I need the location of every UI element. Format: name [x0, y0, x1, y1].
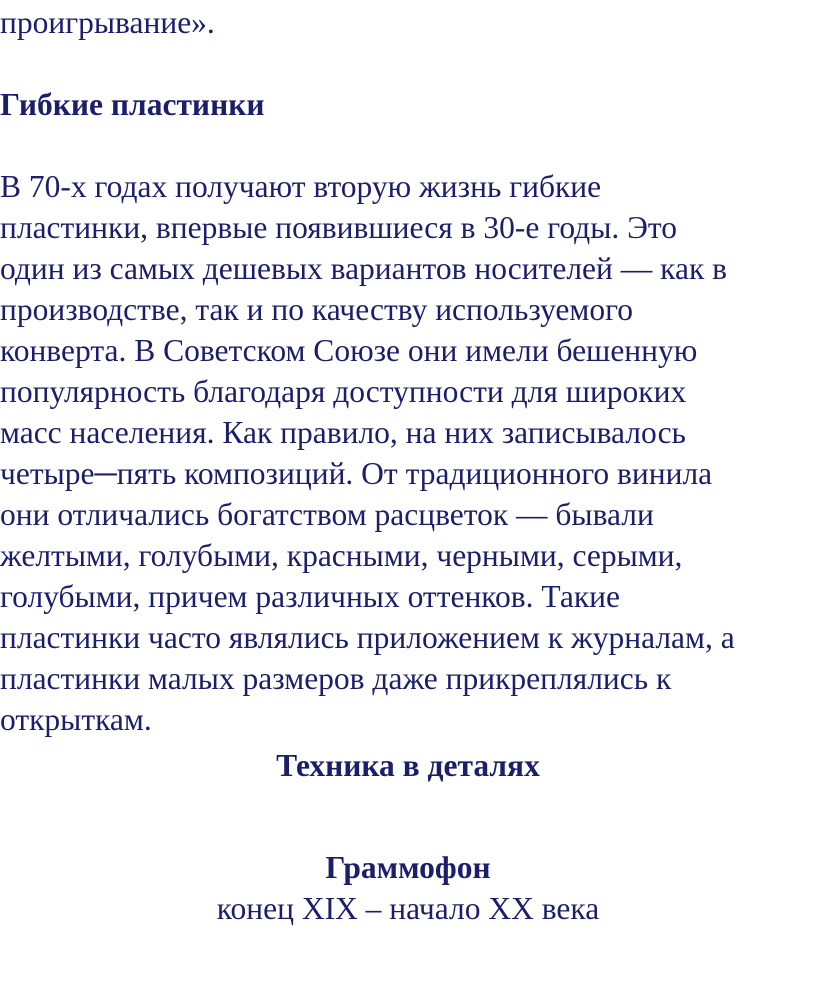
paragraph-line: популярность благодаря доступности для широких — [0, 374, 687, 409]
paragraph-line: пластинки малых размеров даже прикреплялись к — [0, 661, 672, 696]
paragraph-line: открыткам. — [0, 702, 152, 737]
paragraph-line: масс населения. Как правило, на них записывалось — [0, 415, 686, 450]
paragraph-line: один из самых дешевых вариантов носителей — как в — [0, 251, 727, 286]
chapter-heading: Техника в деталях — [276, 748, 540, 783]
section-heading: Гибкие пластинки — [0, 87, 265, 122]
paragraph-line: пластинки, впервые появившиеся в 30-е годы. Это — [0, 210, 678, 245]
paragraph-line: желтыми, голубыми, красными, черными, серыми, — [0, 538, 683, 573]
paragraph-line: четыре─пять композиций. От традиционного винила — [0, 456, 713, 491]
item-title: Граммофон — [325, 850, 491, 885]
paragraph-line: они отличались богатством расцветок — бывали — [0, 497, 654, 532]
paragraph-line: производстве, так и по качеству используемого — [0, 292, 633, 327]
paragraph-line: конверта. В Советском Союзе они имели бешенную — [0, 333, 698, 368]
paragraph-line: пластинки часто являлись приложением к журналам, а — [0, 620, 735, 655]
paragraph-line: В 70-х годах получают вторую жизнь гибкие — [0, 169, 602, 204]
item-subtitle: конец XIX – начало XX века — [216, 891, 600, 926]
paragraph-line: голубыми, причем различных оттенков. Такие — [0, 579, 620, 614]
intro-text-tail: проигрывание». — [0, 5, 215, 40]
